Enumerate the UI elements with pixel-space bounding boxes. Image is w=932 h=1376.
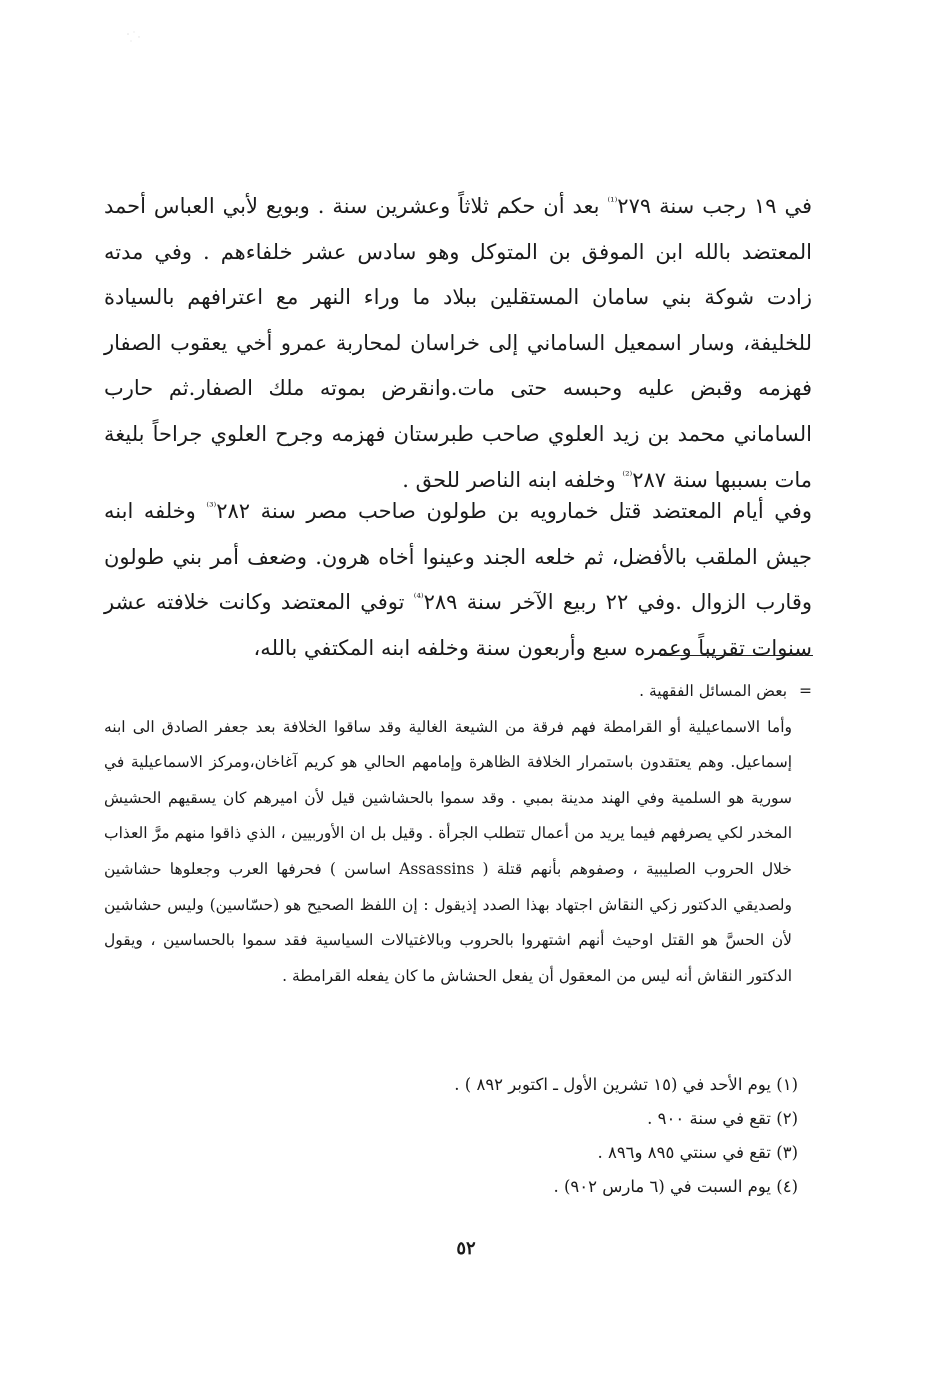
page-number: ٥٢ bbox=[456, 1238, 476, 1259]
footnote-separator bbox=[660, 655, 813, 656]
footnotes-list bbox=[104, 1068, 812, 1204]
footnote-1: (١) يوم الأحد في (١٥ تشرين الأول ـ اكتوبر ٨٩٢ ) . bbox=[454, 1075, 798, 1094]
footnote-2: (٢) تقع في سنة ٩٠٠ . bbox=[647, 1109, 798, 1128]
paragraph-2-segment: وخلفه ابنه جيش الملقب بالأفضل، ثم خلعه الجند وعينوا أخاه هرون. وضعف أمر بني طولون وقارب الزوال .وفي ٢٢ ربيع الآخر سنة ٢٨٩ bbox=[104, 499, 813, 615]
note-continuation-line bbox=[104, 674, 812, 710]
footnote-ref-2: ⁽²⁾ bbox=[622, 468, 633, 482]
footnote-4: (٤) يوم السبت في (٦ مارس ٩٠٢) . bbox=[553, 1177, 798, 1196]
continuation-marker: = bbox=[799, 682, 812, 700]
footnote-3: (٣) تقع في سنتي ٨٩٥ و٨٩٦ . bbox=[597, 1143, 798, 1162]
footnote-ref-1: ⁽¹⁾ bbox=[607, 195, 618, 208]
main-paragraph-2 bbox=[104, 489, 812, 671]
note-continuation-text: بعض المسائل الفقهية . bbox=[639, 682, 788, 700]
scan-speck bbox=[125, 30, 143, 44]
paragraph-1-segment: في ١٩ رجب سنة ٢٧٩ bbox=[617, 194, 812, 218]
paragraph-1-segment: وخلفه ابنه الناصر للحق . bbox=[402, 467, 623, 492]
paragraph-1-segment: بعد أن حكم ثلاثاً وعشرين سنة . وبويع لأبي العباس أحمد المعتضد بالله ابن الموفق بن المتوكل وهو سادس عشر خلفاءهم . وفي مدته زادت شوكة بني سامان المستقلين ببلاد ما وراء النهر مع اعترافهم بالسيادة للخليفة، وسار اسمعيل الساماني إلى خراسان لمحاربة عمرو أخي يعقوب الصفار فهزمه وقبض عليه وحبسه حتى مات.وانقرض بموته ملك الصفار.ثم حارب الساماني محمد بن زيد العلوي صاحب طبرستان فهزمه وجرح العلوي جراحاً بليغة مات بسببها سنة ٢٨٧ bbox=[104, 194, 812, 492]
paragraph-2-segment: وفي أيام المعتضد قتل خمارويه بن طولون صاحب مصر سنة ٢٨٢ bbox=[216, 499, 812, 523]
footnote-ref-4: ⁽⁴⁾ bbox=[413, 591, 424, 605]
footnote-ref-3: ⁽³⁾ bbox=[206, 500, 217, 513]
continued-note bbox=[104, 674, 812, 994]
paragraph-2-segment: توفي المعتضد وكانت خلافته عشر سنوات تقريباً وعمره سبع وأربعون سنة وخلفه ابنه المكتفي بالله، bbox=[104, 590, 812, 660]
paragraph-2-text bbox=[104, 489, 812, 671]
main-paragraph-1 bbox=[104, 184, 812, 503]
note-body: وأما الاسماعيلية أو القرامطة فهم فرقة من الشيعة الغالية وقد ساقوا الخلافة بعد جعفر الصادق الى ابنه إسماعيل. وهم يعتقدون باستمرار الخلافة الظاهرة وإمامهم الحالي هو كريم آغاخان،ومركز الاسماعيلية في سورية هو السلمية وفي الهند مدينة بمبي . وقد سموا بالحشاشين قيل لأن اميرهم كان يسقيهم الحشيش المخدر لكي يصرفهم فيما يريد من أعمال تتطلب الجرأة . وقيل بل ان الأوربيين ، الذي ذاقوا منهم مرَّ العذاب خلال الحروب الصليبية ، وصفوهم بأنهم قتلة ( Assassins اساسن ) فحرفها العرب وجعلوها حشاشين ولصديقي الدكتور زكي النقاش اجتهاد بهذا الصدد إذيقول : إن اللفظ الصحيح هو (حسّاسين) وليس حشاشين لأن الحسَّ هو القتل اوحيث أنهم اشتهروا بالحروب وبالاغتيالات السياسية فقد سموا بالحساسين ، ويقول الدكتور النقاش أنه ليس من المعقول أن يفعل الحشاش ما كان يفعله القرامطة . bbox=[104, 717, 792, 985]
paragraph-1-text bbox=[104, 184, 812, 503]
